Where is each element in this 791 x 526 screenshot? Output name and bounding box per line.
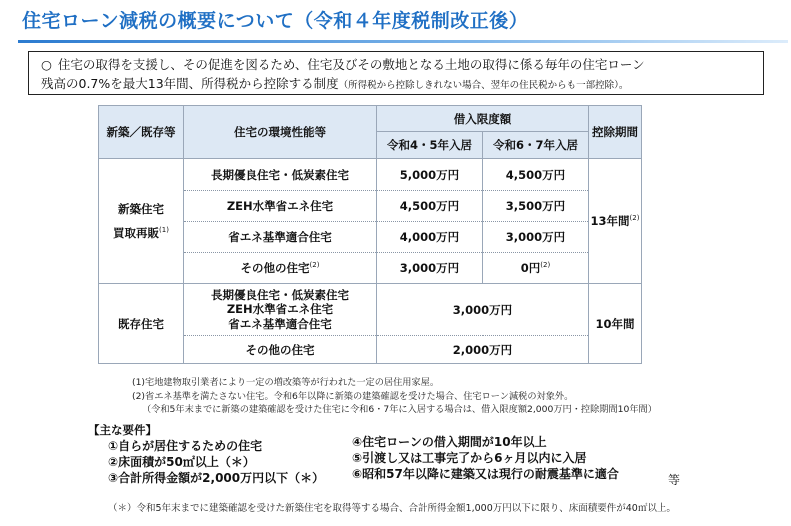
category-new-line2: 買取再販 xyxy=(113,226,160,240)
requirement-3: ③合計所得金額が2,000万円以下（＊） xyxy=(108,471,325,485)
performance-other-text: その他の住宅 xyxy=(240,261,310,275)
summary-note: （所得税から控除しきれない場合、翌年の住民税からも一部控除）。 xyxy=(338,80,629,91)
table-cell-performance: ZEH水準省エネ住宅 xyxy=(184,191,377,222)
existing-perf-line1: 長期優良住宅・低炭素住宅 xyxy=(211,287,349,302)
summary-box xyxy=(28,51,764,95)
category-new-line1: 新築住宅 xyxy=(118,202,164,216)
table-cell-r45: 4,000万円 xyxy=(377,222,483,253)
header-performance: 住宅の環境性能等 xyxy=(184,106,377,159)
footnote: （＊）令和5年末までに建築確認を受けた新築住宅を取得等する場合、合計所得金額1,000万円以下に限り、床面積要件が40㎡以上。 xyxy=(108,503,676,514)
table-cell-r45: 3,000万円 xyxy=(377,253,483,284)
header-period: 控除期間 xyxy=(589,106,642,159)
title-divider xyxy=(18,40,788,43)
category-new-line2-wrap xyxy=(99,225,183,241)
existing-perf-line2: ZEH水準省エネ住宅 xyxy=(226,302,334,317)
table-cell-performance xyxy=(184,253,377,284)
period-new xyxy=(589,159,642,284)
loan-limit-table xyxy=(98,105,642,364)
requirement-6: ⑥昭和57年以降に建築又は現行の耐震基準に適合 xyxy=(352,467,619,481)
category-new xyxy=(99,159,184,284)
requirement-2: ②床面積が50㎡以上（＊） xyxy=(108,455,255,469)
r67-zero-text: 0円 xyxy=(520,261,541,275)
summary-text-2: 残高の0.7%を最大13年間、所得税から控除する制度 xyxy=(41,76,339,91)
table-notes xyxy=(132,376,657,417)
performance-other-sup: (2) xyxy=(309,261,320,270)
page-title: 住宅ローン減税の概要について（令和４年度税制改正後） xyxy=(22,10,529,32)
summary-text-1: 住宅の取得を支援し、その促進を図るため、住宅及びその敷地となる土地の取得に係る毎年の住宅ローン xyxy=(57,57,645,72)
header-category: 新築／既存等 xyxy=(99,106,184,159)
table-cell-performance: 省エネ基準適合住宅 xyxy=(184,222,377,253)
r67-zero-sup: (2) xyxy=(540,261,551,270)
requirement-1: ①自らが居住するための住宅 xyxy=(108,439,263,453)
period-existing: 10年間 xyxy=(589,284,642,364)
note-1: (1)宅地建物取引業者により一定の増改築等が行われた一定の居住用家屋。 xyxy=(132,377,440,388)
note-2: (2)省エネ基準を満たさない住宅。令和6年以降に新築の建築確認を受けた場合、住宅ローン減税の対象外。 xyxy=(132,390,574,402)
table-cell-performance: 長期優良住宅・低炭素住宅 xyxy=(184,159,377,191)
header-limit-r67: 令和6・7年入居 xyxy=(483,132,589,159)
table-cell-r45: 4,500万円 xyxy=(377,191,483,222)
requirement-4: ④住宅ローンの借入期間が10年以上 xyxy=(352,435,547,449)
existing-performance-other: その他の住宅 xyxy=(184,336,377,364)
table-cell-r67: 3,000万円 xyxy=(483,222,589,253)
existing-limit-1: 3,000万円 xyxy=(377,284,589,336)
period-new-sup: (2) xyxy=(629,214,640,223)
table-cell-r67 xyxy=(483,253,589,284)
table-cell-r67: 4,500万円 xyxy=(483,159,589,191)
existing-limit-2: 2,000万円 xyxy=(377,336,589,364)
requirements-heading: 【主な要件】 xyxy=(88,423,157,437)
summary-line-2 xyxy=(41,74,753,95)
header-limit: 借入限度額 xyxy=(377,106,589,132)
requirement-5: ⑤引渡し又は工事完了から6ヶ月以内に入居 xyxy=(352,451,587,465)
category-new-sup: (1) xyxy=(159,226,169,235)
table-cell-r67: 3,500万円 xyxy=(483,191,589,222)
note-3: （令和5年末までに新築の建築確認を受けた住宅に令和6・7年に入居する場合は、借入限度額2,000万円・控除期間10年間） xyxy=(142,404,657,415)
header-limit-r45: 令和4・5年入居 xyxy=(377,132,483,159)
requirements-etc: 等 xyxy=(668,473,681,487)
existing-performance-group xyxy=(184,284,377,336)
summary-line-1 xyxy=(41,55,753,74)
table-cell-r45: 5,000万円 xyxy=(377,159,483,191)
bullet-circle-icon: ○ xyxy=(41,57,52,72)
category-existing: 既存住宅 xyxy=(99,284,184,364)
period-new-text: 13年間 xyxy=(590,214,630,228)
existing-perf-line3: 省エネ基準適合住宅 xyxy=(228,316,332,331)
